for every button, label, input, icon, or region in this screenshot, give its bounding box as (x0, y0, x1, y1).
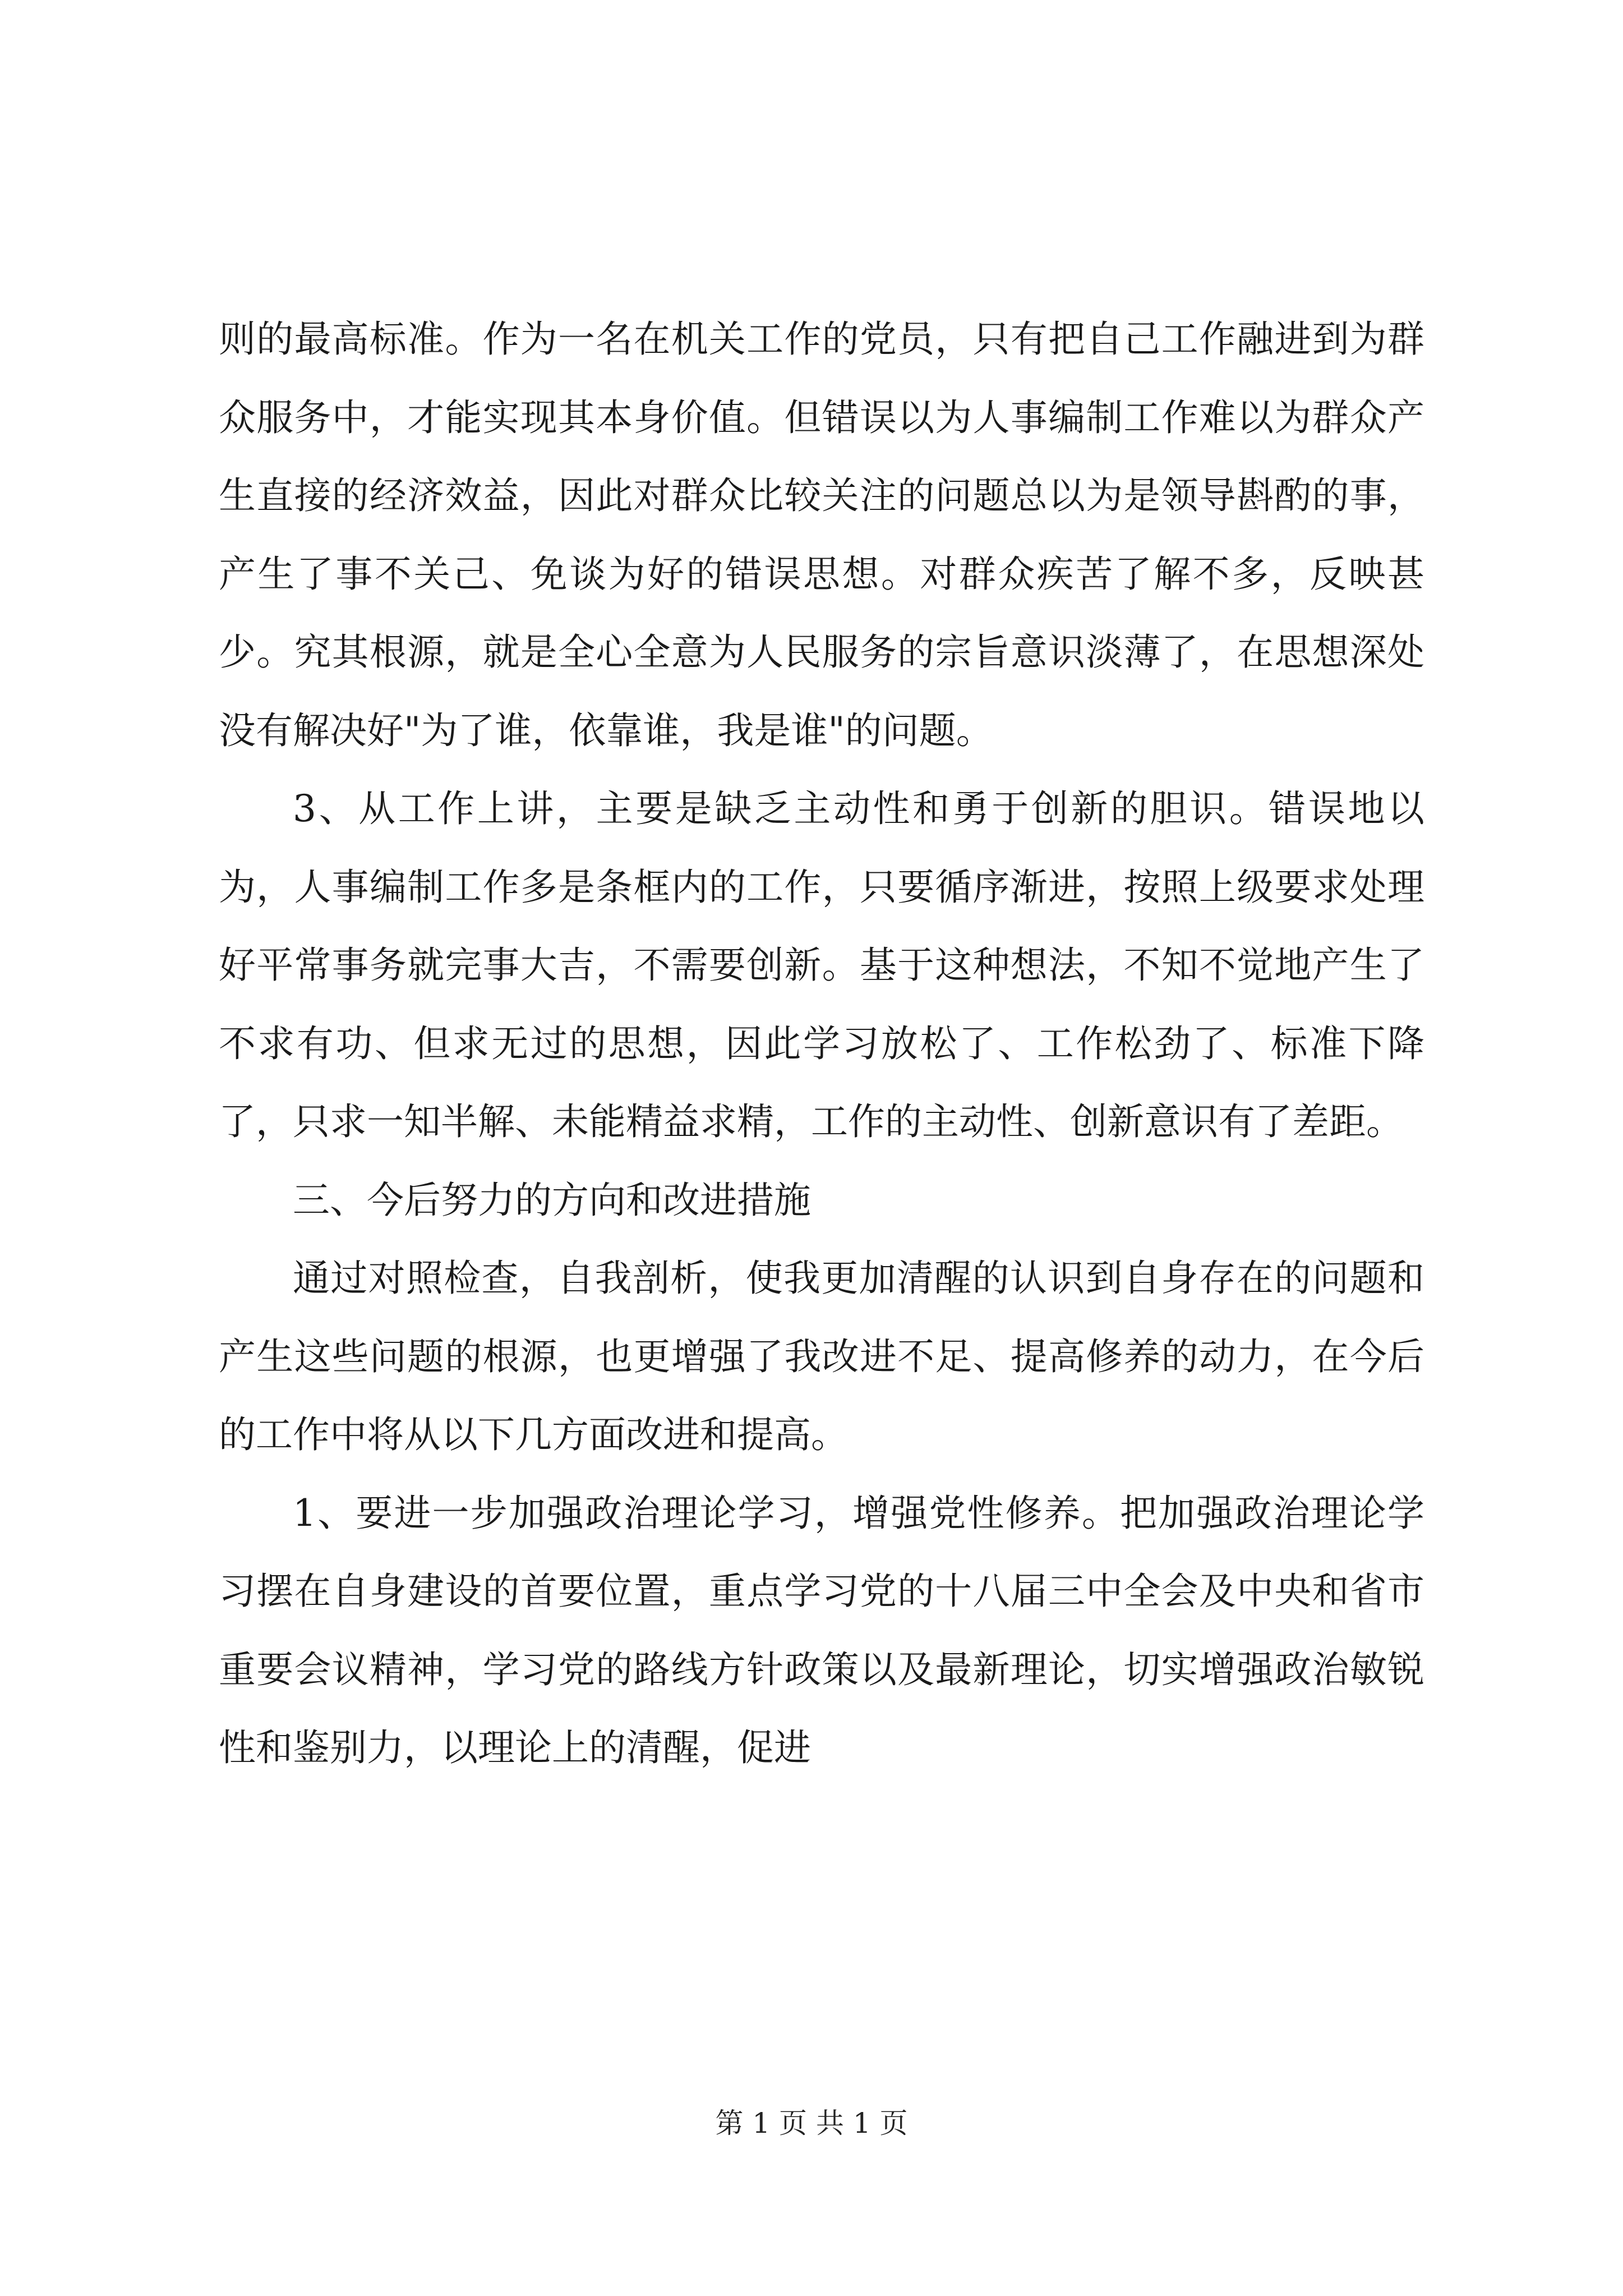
paragraph-5: 1、要进一步加强政治理论学习，增强党性修养。把加强政治理论学习摆在自身建设的首要位置，重点学习党的十八届三中全会及中央和省市重要会议精神，学习党的路线方针政策以及最新理论，切实增强政治敏锐性和鉴别力，以理论上的清醒，促进 (219, 1491, 1424, 1769)
page-footer: 第 1 页 共 1 页 (715, 2107, 908, 2139)
document-body (219, 300, 1424, 1787)
paragraph-1: 则的最高标准。作为一名在机关工作的党员，只有把自己工作融进到为群众服务中，才能实现其本身价值。但错误以为人事编制工作难以为群众产生直接的经济效益，因此对群众比较关注的问题总以为是领导斟酌的事，产生了事不关己、免谈为好的错误思想。对群众疾苦了解不多，反映甚少。究其根源，就是全心全意为人民服务的宗旨意识淡薄了，在思想深处没有解决好"为了谁，依靠谁，我是谁"的问题。 (219, 318, 1424, 752)
paragraph-4: 通过对照检查，自我剖析，使我更加清醒的认识到自身存在的问题和产生这些问题的根源，也更增强了我改进不足、提高修养的动力，在今后的工作中将从以下几方面改进和提高。 (219, 1257, 1424, 1456)
section-heading: 三、今后努力的方向和改进措施 (293, 1178, 811, 1222)
paragraph-2: 3、从工作上讲，主要是缺乏主动性和勇于创新的胆识。错误地以为，人事编制工作多是条框内的工作，只要循序渐进，按照上级要求处理好平常事务就完事大吉，不需要创新。基于这种想法，不知不觉地产生了不求有功、但求无过的思想，因此学习放松了、工作松劲了、标准下降了，只求一知半解、未能精益求精，工作的主动性、创新意识有了差距。 (219, 787, 1424, 1143)
